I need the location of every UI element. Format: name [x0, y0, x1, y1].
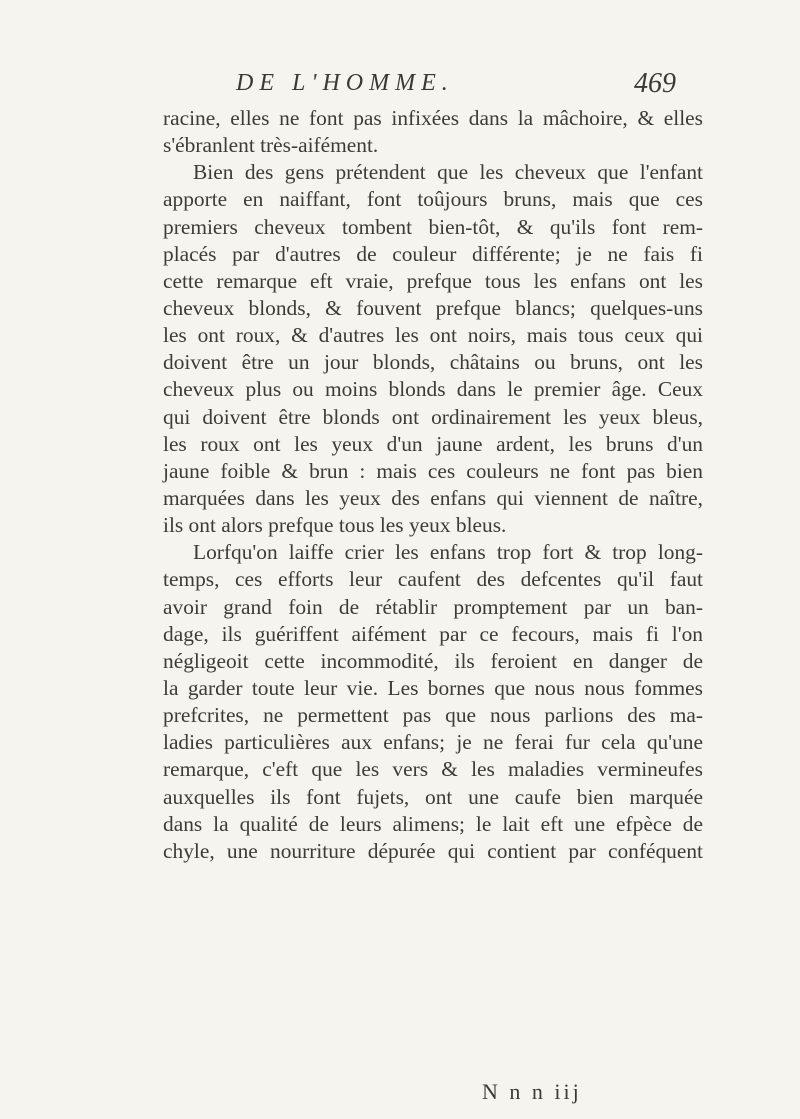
page-header — [236, 66, 676, 106]
text-line: chyle, une nourriture dépurée qui contient par conféquent — [163, 838, 703, 863]
text-line: dans la qualité de leurs alimens; le lait eft une efpèce de — [163, 811, 703, 836]
text-line: apporte en naiffant, font toûjours bruns, mais que ces — [163, 187, 703, 212]
signature-mark: N n n iij — [482, 1079, 582, 1104]
text-line: Bien des gens prétendent que les cheveux que l'enfant — [193, 160, 703, 185]
text-line: placés par d'autres de couleur différente; je ne fais fi — [163, 241, 703, 266]
text-line: cheveux plus ou moins blonds dans le premier âge. Ceux — [163, 377, 703, 402]
text-line: avoir grand foin de rétablir promptement par un ban- — [163, 594, 703, 619]
body-text — [163, 105, 703, 865]
text-line: négligeoit cette incommodité, ils feroient en danger de — [163, 648, 703, 673]
text-line: qui doivent être blonds ont ordinairement les yeux bleus, — [163, 404, 703, 429]
text-line: marquées dans les yeux des enfans qui viennent de naître, — [163, 485, 703, 510]
text-line: la garder toute leur vie. Les bornes que nous nous fommes — [163, 675, 703, 700]
text-line: s'ébranlent très-aifément. — [163, 133, 379, 158]
running-head: DE L'HOMME. — [236, 70, 454, 96]
text-line: premiers cheveux tombent bien-tôt, & qu'ils font rem- — [163, 214, 703, 239]
text-line: ils ont alors prefque tous les yeux bleus. — [163, 513, 507, 538]
text-line: Lorfqu'on laiffe crier les enfans trop fort & trop long- — [193, 540, 703, 565]
text-line: remarque, c'eft que les vers & les maladies vermineufes — [163, 757, 703, 782]
text-line: dage, ils guériffent aifément par ce fecours, mais fi l'on — [163, 621, 703, 646]
text-line: temps, ces efforts leur caufent des defcentes qu'il faut — [163, 567, 703, 592]
text-line: prefcrites, ne permettent pas que nous parlions des ma- — [163, 703, 703, 728]
text-line: auxquelles ils font fujets, ont une caufe bien marquée — [163, 784, 703, 809]
text-line: les roux ont les yeux d'un jaune ardent, les bruns d'un — [163, 431, 703, 456]
text-line: les ont roux, & d'autres les ont noirs, mais tous ceux qui — [163, 323, 703, 348]
text-line: jaune foible & brun : mais ces couleurs ne font pas bien — [163, 458, 703, 483]
text-line: cette remarque eft vraie, prefque tous les enfans ont les — [163, 268, 703, 293]
page-number: 469 — [634, 68, 676, 99]
text-line: cheveux blonds, & fouvent prefque blancs; quelques-uns — [163, 295, 703, 320]
text-line: ladies particulières aux enfans; je ne ferai fur cela qu'une — [163, 730, 703, 755]
text-line: racine, elles ne font pas infixées dans la mâchoire, & elles — [163, 106, 703, 130]
text-line: doivent être un jour blonds, châtains ou bruns, ont les — [163, 350, 703, 375]
